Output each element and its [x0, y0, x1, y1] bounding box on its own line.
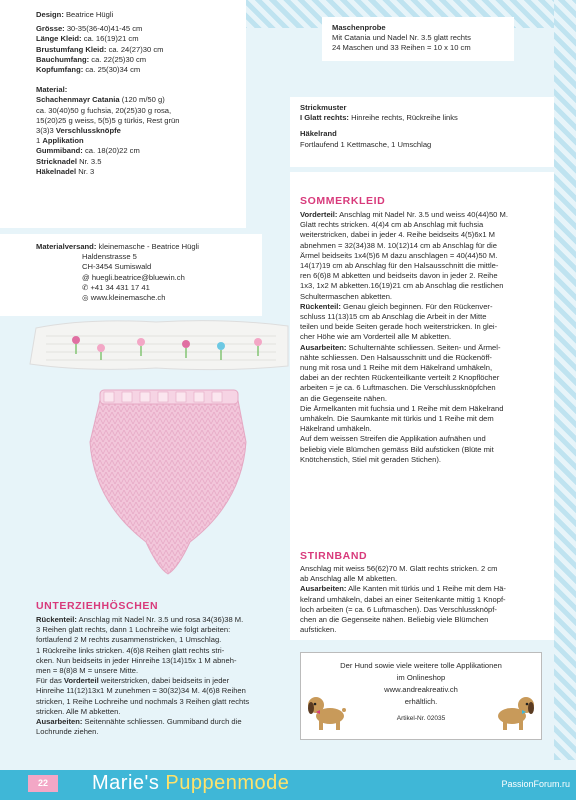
- spec-row: Kopfumfang: ca. 25(30)34 cm: [36, 65, 141, 75]
- maschenprobe-line: Mit Catania und Nadel Nr. 3.5 glatt rechts: [332, 33, 471, 43]
- material-title: Material:: [36, 85, 68, 95]
- versand-street: Haldenstrasse 5: [82, 252, 137, 262]
- versand-phone: ✆ +41 34 431 17 41: [82, 282, 150, 292]
- knit-strip-photo: [26, 316, 290, 374]
- versand-website[interactable]: ◎ www.kleinemasche.ch: [82, 293, 166, 303]
- sommerkleid-text: Vorderteil: Anschlag mit Nadel Nr. 3.5 und weiss 40(44)50 M. Glatt rechts stricken. 4(4)4 cm ab Anschlag mit fuchsia weiterstricken, dabei in jeder 4. Reihe beidseits 4(5)6x1 M abnehmen = 32(34)38 M. 10(12)14 cm ab Anschlag für die Ärmel beidseits 1x4(5)6 M dazu anschlagen = 40(44)50 M. 14(17)19 cm ab Anschlag für den Halsausschnitt die mittle- ren 6(6)8 M abketten und beidseits davon in jeder 2. Reihe 1x3, 1x2 M abketten.16(19)21 cm ab Anschlag die restlichen Schultermaschen abketten. Rückenteil: Genau gleich beginnen. Für den Rückenver- schluss 11(13)15 cm ab Anschlag die Arbeit in der Mitte teilen und beide Seiten gerade hoch weiterstricken. In glei- cher Höhe wie am Vorderteil alle M abketten. Ausarbeiten: Schulternähte schliessen. Seiten- und Ärmel- nähte schliessen. Den Halsausschnitt und die Rückenöff- nung mit rosa und 1 Reihe mit dem Häkelrand umhäkeln, dabei an der rechten Rückenteilkante verteilt 2 Knopflöcher arbeiten = je ca. 6 Luftmaschen. Die Verschlussknöpfchen an die Gegenseite nähen. Die Ärmelkanten mit fuchsia und 1 Reihe mit dem Häkelrand umhäkeln. Die Saumkante mit türkis und 1 Reihe mit dem Häkelrand umhäkeln. Auf dem weissen Streifen die Applikation aufnähen und beliebig viele Blümchen gemäss Bild aufsticken (Blüte mit Knötchenstich, Stiel mit geraden Stichen).: [300, 210, 508, 464]
- spec-row: Bauchumfang: ca. 22(25)30 cm: [36, 54, 147, 64]
- page-number: 22: [28, 775, 58, 792]
- spec-row: Länge Kleid: ca. 16(19)21 cm: [36, 34, 139, 44]
- watermark-site: PassionForum.ru: [501, 779, 570, 789]
- unterziehhoeschen-heading: UNTERZIEHHÖSCHEN: [36, 600, 159, 612]
- specs-panel: [0, 0, 246, 228]
- stirnband-text: Anschlag mit weiss 56(62)70 M. Glatt rechts stricken. 2 cm ab Anschlag alle M abketten. Ausarbeiten: Alle Kanten mit türkis und 1 Reihe mit dem Hä- kelrand umhäkeln, dabei an einer Seitenkante mittig 1 Knopf- loch arbeiten (= ca. 6 Luftmaschen). Das Verschlussknöpf- chen an die Gegenseite nähen. Beliebig viele Blümchen aufsticken.: [300, 564, 506, 635]
- maschenprobe-panel: [322, 17, 514, 61]
- material-row: Häkelnadel Nr. 3: [36, 166, 95, 176]
- haekelrand-line: Fortlaufend 1 Kettmasche, 1 Umschlag: [300, 139, 432, 149]
- material-line: ca. 30(40)50 g fuchsia, 20(25)30 g rosa,: [36, 105, 172, 115]
- versand-email[interactable]: @ huegli.beatrice@bluewin.ch: [82, 272, 185, 282]
- knitted-panties-photo: [70, 382, 266, 588]
- spec-row: Brustumfang Kleid: ca. 24(27)30 cm: [36, 44, 164, 54]
- sommerkleid-heading: SOMMERKLEID: [300, 195, 386, 207]
- material-row: Stricknadel Nr. 3.5: [36, 156, 102, 166]
- design-line: Design: Beatrice Hügli: [36, 10, 114, 19]
- versand-city: CH-3454 Sumiswald: [82, 262, 152, 272]
- maschenprobe-line: 24 Maschen und 33 Reihen = 10 x 10 cm: [332, 43, 471, 53]
- dog-applique-left: [306, 692, 350, 732]
- materialversand-panel: [0, 234, 262, 316]
- haekelrand-title: Häkelrand: [300, 129, 337, 139]
- versand-name: Materialversand: kleinemasche - Beatrice Hügli: [36, 242, 199, 251]
- material-line: 15(20)25 g weiss, 5(5)5 g türkis, Rest grün: [36, 115, 180, 125]
- strickmuster-line: I Glatt rechts: Hinreihe rechts, Rückreihe links: [300, 113, 458, 123]
- strickmuster-panel: [290, 97, 554, 167]
- spec-row: Grösse: 30-35(36-40)41-45 cm: [36, 24, 143, 34]
- right-stripe-decoration: [554, 0, 576, 760]
- material-row: Gummiband: ca. 18(20)22 cm: [36, 146, 140, 156]
- strickmuster-title: Strickmuster: [300, 103, 347, 112]
- ad-url[interactable]: www.andreakreativ.ch: [384, 685, 458, 694]
- unterziehhoeschen-text: Rückenteil: Anschlag mit Nadel Nr. 3.5 und rosa 34(36)38 M. 3 Reihen glatt rechts, dann 1 Lochreihe wie folgt arbeiten: fortlaufend 2 M rechts zusammenstricken, 1 Umschlag. 1 Rückreihe links stricken. 4(6)8 Reihen glatt rechts stri- cken. Nun beidseits in jeder Hinreihe 13(14)15x 1 M abneh- men = 8(8)8 M = unsere Mitte. Für das Vorderteil weiterstricken, dabei beidseits in jeder Hinreihe 11(12)13x1 M zunehmen = 30(32)34 M. 4(6)8 Reihen stricken, 1 Reihe Lochreihe und nochmals 3 Reihen glatt rechts stricken. Alle M abketten. Ausarbeiten: Seitennähte schliessen. Gummiband durch die Lochrunde ziehen.: [36, 615, 250, 737]
- dog-applique-right: [492, 692, 536, 732]
- material-yarn: Schachenmayr Catania (120 m/50 g): [36, 95, 165, 105]
- ad-text: Der Hund sowie viele weitere tolle Applikationen im Onlineshop www.andreakreativ.ch erhältlich. Artikel-Nr. 02035: [300, 660, 542, 725]
- magazine-title: Marie's Puppenmode: [92, 772, 290, 794]
- material-buttons: 3(3)3 Verschlussknöpfe: [36, 126, 121, 136]
- material-application: 1 Applikation: [36, 136, 84, 146]
- stirnband-heading: STIRNBAND: [300, 550, 368, 562]
- maschenprobe-title: Maschenprobe: [332, 23, 386, 32]
